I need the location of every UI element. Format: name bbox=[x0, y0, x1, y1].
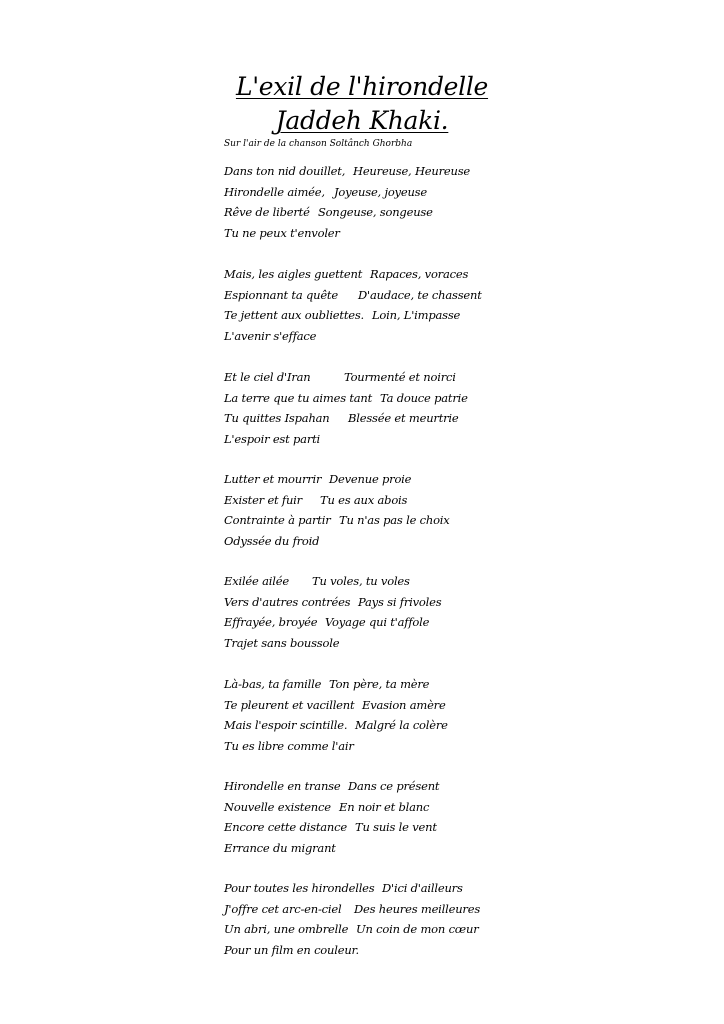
song-attribution: Sur l'air de la chanson Soltânch Ghorbha bbox=[224, 139, 413, 149]
poem-title: L'exil de l'hirondelle bbox=[235, 72, 489, 101]
verse-part-b: Songeuse, songeuse bbox=[318, 205, 433, 219]
verse-part-a: Tu quittes Ispahan bbox=[224, 411, 330, 425]
verse-line bbox=[224, 223, 704, 244]
verse-line bbox=[224, 326, 704, 347]
verse-line bbox=[224, 285, 704, 306]
verse-part-b: Un coin de mon cœur bbox=[356, 922, 479, 936]
verse-part-a: Hirondelle aimée, bbox=[224, 184, 325, 199]
verse-part-a: Nouvelle existence bbox=[224, 799, 331, 814]
verse-part-b: Devenue proie bbox=[329, 472, 412, 486]
verse-part-a: Errance du migrant bbox=[224, 840, 336, 855]
verse-line bbox=[224, 510, 704, 531]
verse-part-a: Tu es libre comme l'air bbox=[224, 738, 354, 753]
verse-part-a: Là-bas, ta famille bbox=[224, 677, 322, 691]
verse-part-a: Hirondelle en transe bbox=[224, 779, 341, 793]
verse-part-b: Dans ce présent bbox=[348, 779, 440, 793]
verse-line bbox=[224, 202, 704, 223]
verse-line bbox=[224, 776, 704, 797]
verse-part-a: Trajet sans boussole bbox=[224, 635, 340, 650]
verse-part-b: Joyeuse, joyeuse bbox=[334, 184, 427, 199]
verse-part-a: Te pleurent et vacillent bbox=[224, 697, 355, 712]
verse-part-a: Mais, les aigles guettent bbox=[224, 267, 363, 281]
verse-part-a: Effrayée, broyée bbox=[224, 615, 318, 629]
verse-part-a: Odyssée du froid bbox=[224, 533, 320, 548]
verse-part-a: Espionnant ta quête bbox=[224, 287, 338, 302]
verse-line bbox=[224, 161, 704, 182]
verse-line bbox=[224, 674, 704, 695]
stanza bbox=[224, 776, 704, 858]
verse-line bbox=[224, 408, 704, 429]
verse-part-b: Blessée et meurtrie bbox=[348, 411, 459, 425]
verse-line bbox=[224, 490, 704, 511]
verse-part-a: Vers d'autres contrées bbox=[224, 594, 351, 609]
verse-part-a: Exister et fuir bbox=[224, 492, 302, 507]
verse-part-a: L'espoir est parti bbox=[224, 431, 321, 446]
verse-part-b: D'ici d'ailleurs bbox=[382, 881, 463, 895]
verse-part-b: Voyage qui t'affole bbox=[325, 615, 430, 629]
verse-line bbox=[224, 940, 704, 961]
verse-line bbox=[224, 838, 704, 859]
verse-line bbox=[224, 182, 704, 203]
stanza bbox=[224, 367, 704, 449]
verse-line bbox=[224, 899, 704, 920]
verse-line bbox=[224, 531, 704, 552]
verse-line bbox=[224, 305, 704, 326]
stanza bbox=[224, 674, 704, 756]
verse-part-a: Et le ciel d'Iran bbox=[224, 370, 311, 384]
verse-part-a: Mais l'espoir scintille. bbox=[224, 718, 348, 732]
verse-part-b: Loin, L'impasse bbox=[372, 308, 461, 322]
verse-part-a: Exilée ailée bbox=[224, 574, 289, 588]
verse-part-b: En noir et blanc bbox=[339, 799, 430, 814]
verse-line bbox=[224, 715, 704, 736]
verse-line bbox=[224, 367, 704, 388]
verse-line bbox=[224, 797, 704, 818]
verse-line bbox=[224, 633, 704, 654]
verse-part-a: La terre que tu aimes tant bbox=[224, 390, 373, 405]
stanza bbox=[224, 571, 704, 653]
verse-line bbox=[224, 919, 704, 940]
verse-part-b: Tu suis le vent bbox=[355, 820, 437, 834]
verse-line bbox=[224, 469, 704, 490]
verse-part-a: Tu ne peux t'envoler bbox=[224, 225, 340, 240]
verse-part-b: Tu n'as pas le choix bbox=[339, 513, 450, 527]
verse-line bbox=[224, 592, 704, 613]
verse-line bbox=[224, 695, 704, 716]
verse-part-b: Rapaces, voraces bbox=[370, 267, 469, 281]
verse-part-b: Tourmenté et noirci bbox=[344, 370, 456, 384]
verse-line bbox=[224, 264, 704, 285]
stanza bbox=[224, 161, 704, 243]
verse-part-a: Rêve de liberté bbox=[224, 205, 310, 219]
verse-part-b: Des heures meilleures bbox=[354, 901, 481, 916]
verse-part-a: J'offre cet arc-en-ciel bbox=[224, 901, 342, 916]
verse-line bbox=[224, 429, 704, 450]
verse-line bbox=[224, 612, 704, 633]
verse-line bbox=[224, 878, 704, 899]
stanza bbox=[224, 469, 704, 551]
verse-part-a: Un abri, une ombrelle bbox=[224, 922, 349, 936]
verse-line bbox=[224, 388, 704, 409]
verse-part-b: D'audace, te chassent bbox=[358, 287, 482, 302]
verse-part-b: Pays si frivoles bbox=[358, 594, 442, 609]
poem-subtitle-title: Jaddeh Khaki. bbox=[275, 106, 449, 135]
verse-part-b: Ton père, ta mère bbox=[329, 677, 430, 691]
verse-part-a: Te jettent aux oubliettes. bbox=[224, 308, 365, 322]
stanza bbox=[224, 878, 704, 960]
verse-part-b: Ta douce patrie bbox=[380, 390, 468, 405]
verse-part-b: Evasion amère bbox=[362, 697, 446, 712]
verse-line bbox=[224, 736, 704, 757]
verse-part-a: Contrainte à partir bbox=[224, 513, 331, 527]
verse-line bbox=[224, 817, 704, 838]
verse-part-a: L'avenir s'efface bbox=[224, 328, 317, 343]
verse-part-a: Lutter et mourrir bbox=[224, 472, 322, 486]
verse-part-b: Tu voles, tu voles bbox=[312, 574, 410, 588]
stanza bbox=[224, 264, 704, 346]
verse-part-a: Pour toutes les hirondelles bbox=[224, 881, 375, 895]
verse-part-a: Pour un film en couleur. bbox=[224, 942, 360, 957]
verse-line bbox=[224, 571, 704, 592]
verse-part-b: Tu es aux abois bbox=[320, 492, 408, 507]
verse-part-b: Malgré la colère bbox=[355, 718, 448, 732]
verse-part-b: Heureuse, Heureuse bbox=[353, 164, 471, 178]
verse-part-a: Encore cette distance bbox=[224, 820, 347, 834]
verse-part-a: Dans ton nid douillet, bbox=[224, 164, 346, 178]
